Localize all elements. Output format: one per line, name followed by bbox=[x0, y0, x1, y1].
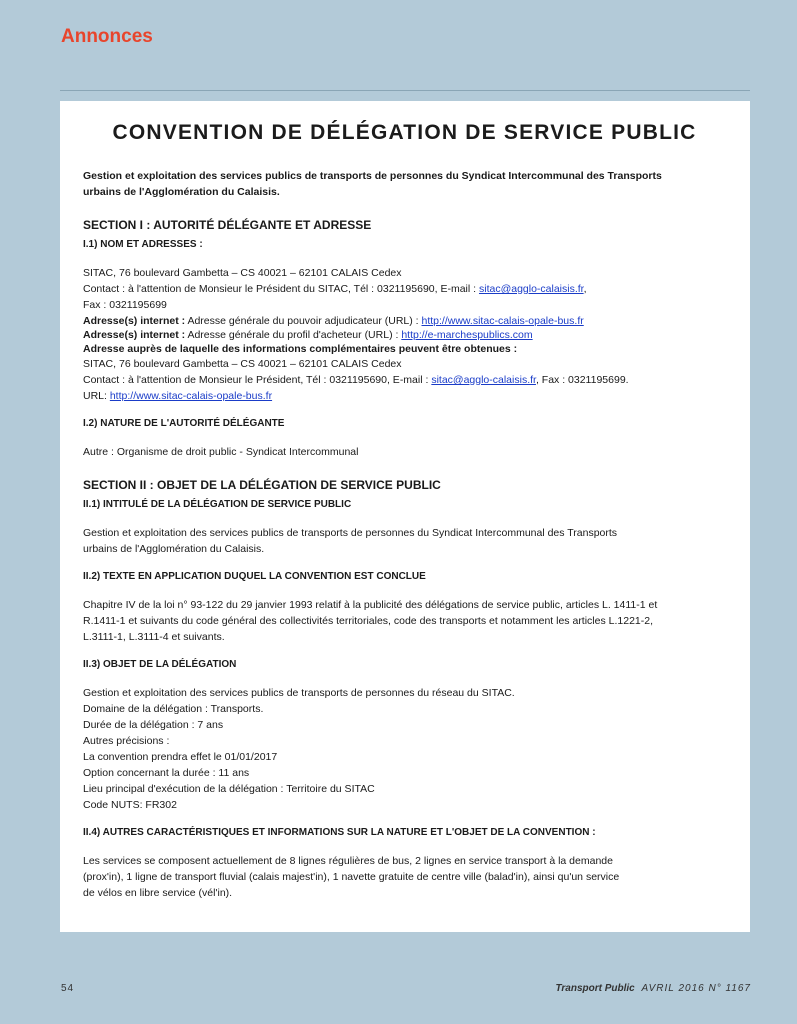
subsection-1-1-heading: I.1) NOM ET ADRESSES : bbox=[83, 239, 203, 250]
internet-text: Adresse générale du profil d'acheteur (URL) : bbox=[185, 329, 402, 341]
internet-line bbox=[83, 329, 726, 343]
other-characteristics bbox=[83, 853, 726, 901]
text-line: La convention prendra effet le 01/01/2017 bbox=[83, 751, 278, 763]
internet-text: Adresse générale du pouvoir adjudicateur (URL) : bbox=[185, 315, 422, 327]
legal-text bbox=[83, 597, 726, 645]
text-line: (prox'in), 1 ligne de transport fluvial (calais majest'in), 1 navette gratuite de centre ville (balad'in), ainsi qu'un service bbox=[83, 871, 620, 883]
intro-line: urbains de l'Agglomération du Calaisis. bbox=[83, 185, 280, 198]
publication-info bbox=[555, 983, 751, 994]
header-divider bbox=[60, 90, 750, 91]
email-link[interactable]: sitac@agglo-calaisis.fr bbox=[431, 374, 536, 386]
subsection-2-2-heading: II.2) TEXTE EN APPLICATION DUQUEL LA CONVENTION EST CONCLUE bbox=[83, 571, 426, 582]
internet-label: Adresse(s) internet : bbox=[83, 315, 186, 327]
page-number: 54 bbox=[61, 983, 75, 994]
authority-nature: Autre : Organisme de droit public - Syndicat Intercommunal bbox=[83, 446, 359, 458]
contact-text: Contact : à l'attention de Monsieur le Président, Tél : 0321195690, E-mail : bbox=[83, 374, 432, 386]
address-line: SITAC, 76 boulevard Gambetta – CS 40021 – 62101 CALAIS Cedex bbox=[83, 267, 402, 279]
url-label: URL: bbox=[83, 390, 110, 402]
text-line: Code NUTS: FR302 bbox=[83, 799, 177, 811]
text-line: R.1411-1 et suivants du code général des collectivités territoriales, code des transports et notamment les articles L.1221-2, bbox=[83, 615, 654, 627]
internet-line bbox=[83, 313, 726, 329]
contact-suffix: , bbox=[583, 283, 587, 295]
subsection-2-4-heading: II.4) AUTRES CARACTÉRISTIQUES ET INFORMATIONS SUR LA NATURE ET L'OBJET DE LA CONVENTION : bbox=[83, 827, 596, 838]
text-line: Option concernant la durée : 11 ans bbox=[83, 767, 250, 779]
email-link[interactable]: sitac@agglo-calaisis.fr bbox=[478, 283, 584, 295]
contact-line bbox=[83, 281, 726, 297]
issue-info: AVRIL 2016 N° 1167 bbox=[641, 983, 751, 994]
section-2-heading: SECTION II : OBJET DE LA DÉLÉGATION DE SERVICE PUBLIC bbox=[83, 478, 441, 492]
intro-line: Gestion et exploitation des services publics de transports de personnes du Syndicat Intercommunal des Transports bbox=[83, 170, 662, 182]
text-line: de vélos en libre service (vél'in). bbox=[83, 887, 233, 899]
address-line: SITAC, 76 boulevard Gambetta – CS 40021 – 62101 CALAIS Cedex bbox=[83, 358, 402, 370]
subsection-1-2-heading: I.2) NATURE DE L'AUTORITÉ DÉLÉGANTE bbox=[83, 418, 285, 429]
announcement-card bbox=[60, 101, 750, 932]
text-line: Lieu principal d'exécution de la délégation : Territoire du SITAC bbox=[83, 783, 375, 795]
url-link[interactable]: http://e-marchespublics.com bbox=[401, 329, 533, 341]
text-line: Gestion et exploitation des services publics de transports de personnes du réseau du SITAC. bbox=[83, 687, 515, 699]
text-line: urbains de l'Agglomération du Calaisis. bbox=[83, 543, 265, 555]
url-line bbox=[83, 388, 726, 404]
text-line: Gestion et exploitation des services publics de transports de personnes du Syndicat Intercommunal des Transports bbox=[83, 527, 618, 539]
subsection-2-1-heading: II.1) INTITULÉ DE LA DÉLÉGATION DE SERVICE PUBLIC bbox=[83, 499, 352, 510]
text-line: Domaine de la délégation : Transports. bbox=[83, 703, 264, 715]
magazine-name: Transport Public bbox=[555, 983, 635, 994]
text-line: L.3111-1, L.3111-4 et suivants. bbox=[83, 631, 225, 643]
text-line: Autres précisions : bbox=[83, 735, 170, 747]
info-label: Adresse auprès de laquelle des informations complémentaires peuvent être obtenues : bbox=[83, 342, 518, 355]
contact-suffix: , Fax : 0321195699. bbox=[535, 374, 629, 386]
text-line: Les services se composent actuellement de 8 lignes régulières de bus, 2 lignes en service transport à la demande bbox=[83, 855, 613, 867]
text-line: Durée de la délégation : 7 ans bbox=[83, 719, 224, 731]
subsection-2-3-heading: II.3) OBJET DE LA DÉLÉGATION bbox=[83, 659, 237, 670]
contact-line bbox=[83, 372, 726, 388]
internet-label: Adresse(s) internet : bbox=[83, 329, 186, 341]
delegation-title bbox=[83, 525, 726, 557]
text-line: Chapitre IV de la loi n° 93-122 du 29 janvier 1993 relatif à la publicité des délégations de service public, articles L. 1411-1 et bbox=[83, 599, 658, 611]
contact-text: Contact : à l'attention de Monsieur le Président du SITAC, Tél : 0321195690, E-mail : bbox=[83, 283, 479, 295]
section-header: Annonces bbox=[61, 26, 153, 47]
section-1-heading: SECTION I : AUTORITÉ DÉLÉGANTE ET ADRESSE bbox=[83, 218, 372, 232]
url-link[interactable]: http://www.sitac-calais-opale-bus.fr bbox=[421, 315, 584, 327]
delegation-object bbox=[83, 685, 726, 813]
fax-line: Fax : 0321195699 bbox=[83, 299, 167, 311]
document-title: CONVENTION DE DÉLÉGATION DE SERVICE PUBLIC bbox=[112, 121, 697, 144]
intro-text bbox=[83, 169, 726, 200]
authority-addresses bbox=[83, 265, 726, 404]
url-link[interactable]: http://www.sitac-calais-opale-bus.fr bbox=[109, 390, 273, 402]
